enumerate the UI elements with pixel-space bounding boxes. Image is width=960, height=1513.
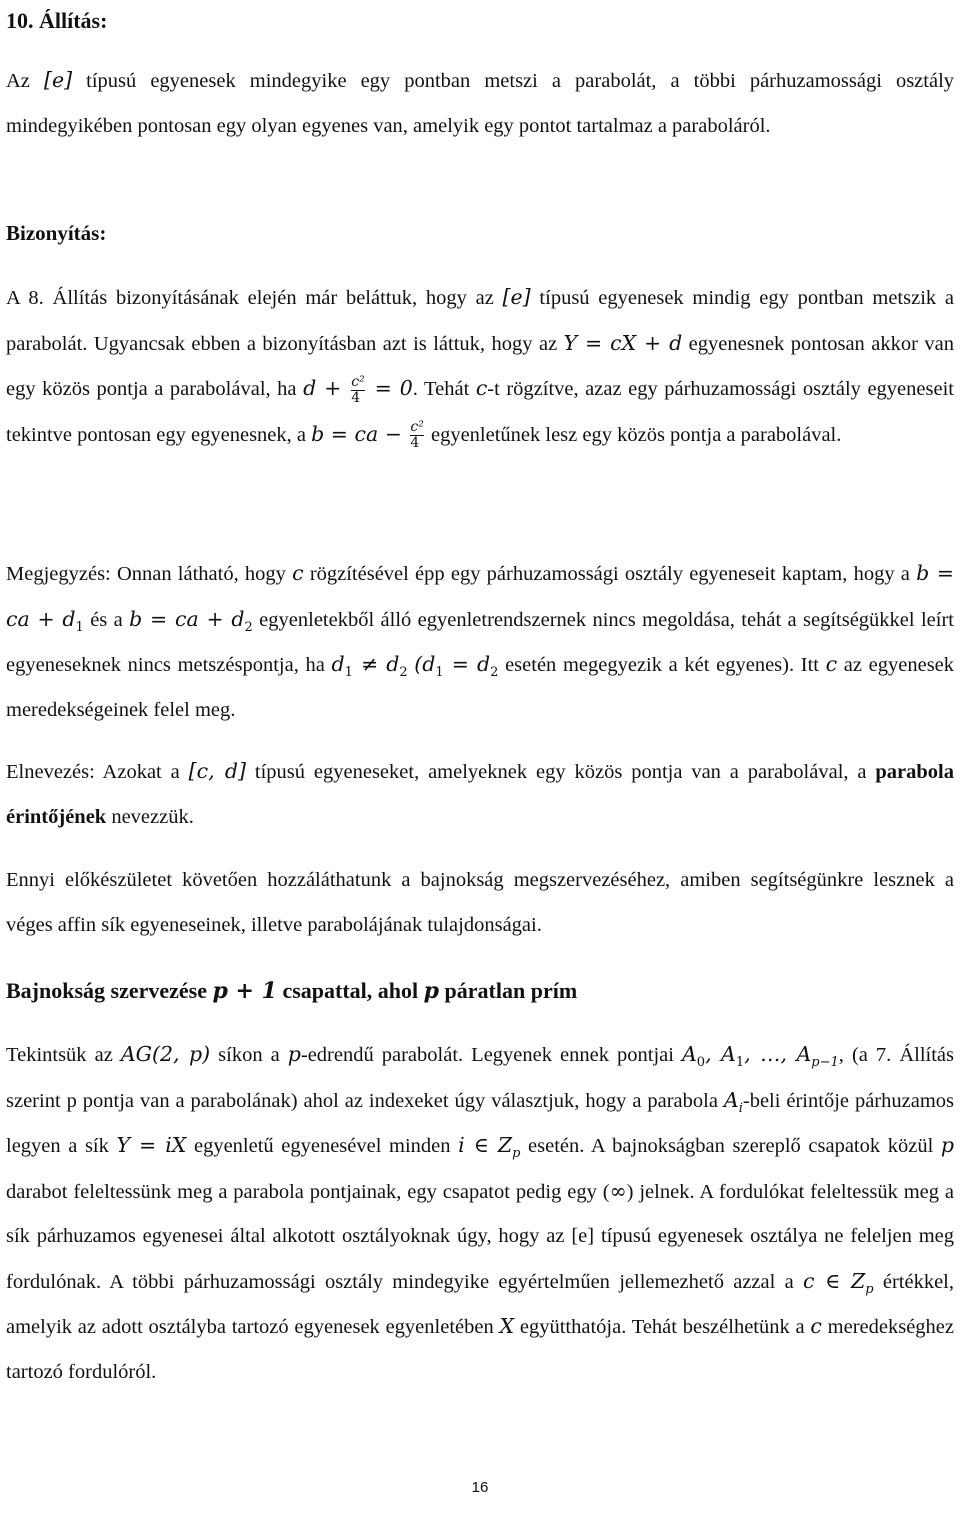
note-paragraph: Megjegyzés: Onnan látható, hogy c rögzítésével épp egy párhuzamossági osztály egyeneseit kaptam, hogy a b = ca + $d_1$ és a b = ca + $d_2$ egyenletekből álló egyenletrendszernek nincs megoldása, tehát a segítségükkel leírt egyeneseknek nincs metszéspontja, ha $d_1 \ne d_2$ ($d_1 = d_2$ esetén megegyezik a két egyenes). Itt c az egyenesek meredekségeinek felel meg.: [6, 561, 955, 721]
infinity-symbol: ∞: [609, 1178, 627, 1203]
page-number: 16: [471, 1479, 489, 1496]
section-heading: Bajnokság szervezése p + 1 csapattal, ahol p páratlan prím: [6, 978, 578, 1004]
fraction-c2-over-4: $\frac{\text{c²}}{4}$: [351, 373, 365, 406]
body-paragraph: Tekintsük az AG(2, p) síkon a p-edrendű parabolát. Legyenek ennek pontjai $A_0$, $A_1$, …, $A_{p-1}$, (a 7. Állítás szerint p pontja van a parabolának) ahol az indexeket úgy választjuk, hogy a parabola $A_i$-beli érintője párhuzamos legyen a sík Y = iX egyenletű egyenesével minden i ∈ $Z_p$ esetén. A bajnokságban szereplő csapatok közül p darabot feleltessünk meg a parabola pontjainak, egy csapatot pedig egy (∞) jelnek. A fordulókat feleltessük meg a sík párhuzamos egyenesei által alkotott osztályoknak úgy, hogy az [e] típusú egyenesek osztálya ne feleljen meg fordulónak. A többi párhuzamossági osztály mindegyike egyértelműen jellemezhető azzal a c ∈ $Z_p$ értékkel, amelyik az adott osztályba tartozó egyenesek egyenletében X együtthatója. Tehát beszélhetünk a c meredekséghez tartozó fordulóról.: [6, 1042, 955, 1383]
naming-paragraph: Elnevezés: Azokat a [c, d] típusú egyeneseket, amelyeknek egy közös pontja van a parabolával, a parabola érintőjének nevezzük.: [6, 759, 955, 828]
statement-heading: 10. Állítás:: [6, 8, 108, 33]
proof-paragraph: A 8. Állítás bizonyításának elején már beláttuk, hogy az [e] típusú egyenesek mindig egy pontban metszik a parabolát. Ugyancsak ebben a bizonyításban azt is láttuk, hogy az Y = cX + d egyenesnek pontosan akkor van egy közös pontja a parabolával, ha d + $\frac{\text{c²}}{4}$ = 0. Tehát c-t rögzítve, azaz egy párhuzamossági osztály egyeneseit tekintve pontosan egy egyenesnek, a b = ca − $\frac{\text{c²}}{4}$ egyenletűnek lesz egy közös pontja a parabolával.: [6, 285, 955, 452]
statement-paragraph: Az [e] típusú egyenesek mindegyike egy pontban metszi a parabolát, a többi párhuzamossági osztály mindegyikében pontosan egy olyan egyenes van, amelyik egy pontot tartalmaz a paraboláról.: [6, 68, 955, 137]
proof-heading: Bizonyítás:: [6, 221, 107, 245]
term-parabola-tangent: parabola érintőjének: [6, 761, 955, 828]
preface-paragraph: Ennyi előkészületet követően hozzáláthatunk a bajnokság megszervezéséhez, amiben segítségünkre lesznek a véges affin sík egyeneseinek, illetve parabolájának tulajdonságai.: [6, 869, 954, 936]
fraction-c2-over-4-b: $\frac{\text{c²}}{4}$: [410, 419, 424, 452]
